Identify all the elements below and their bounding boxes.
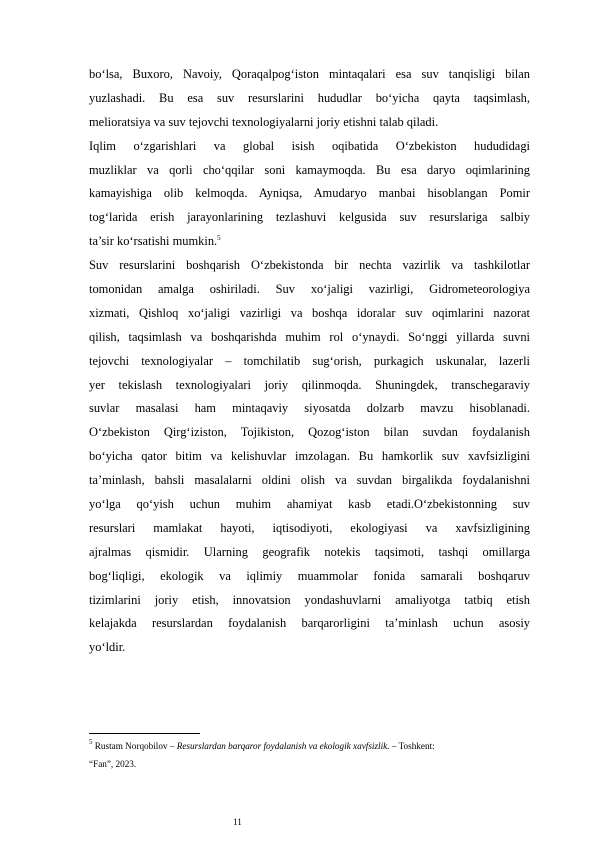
text-line: muzliklar va qorli cho‘qqilar soni kamaymoqda. Bu esa daryo oqimlarining	[89, 162, 530, 177]
text-line: melioratsiya va suv tejovchi texnologiyalarni joriy etishni talab qiladi.	[89, 114, 439, 129]
footnote	[89, 737, 534, 773]
text-line: bog‘liqligi, ekologik va iqlimiy muammolar fonida samarali boshqaruv	[89, 568, 530, 583]
text-line: yer tekislash texnologiyalari joriy qilinmoqda. Shuningdek, transchegaraviy	[89, 377, 530, 392]
footnote-publisher: – Toshkent:	[389, 741, 435, 751]
text-line: Iqlim o‘zgarishlari va global isish oqibatida O‘zbekiston hududidagi	[89, 138, 530, 153]
footnote-divider	[89, 733, 200, 734]
text-line: kelajakda resurslardan foydalanish barqarorligini ta’minlash uchun asosiy	[89, 616, 530, 631]
text-line: yo‘ldir.	[89, 640, 126, 655]
text-line: suvlar masalasi ham mintaqaviy siyosatda dolzarb mavzu hisoblanadi.	[89, 401, 530, 416]
text-line: tog‘larida erish jarayonlarining tezlashuvi kelgusida suv resurslariga salbiy	[89, 210, 530, 225]
text-line: qilish, taqsimlash va boshqarishda muhim rol o‘ynaydi. So‘nggi yillarda suvni	[89, 329, 530, 344]
text-line-with-footnote	[89, 230, 530, 254]
text-line: yuzlashadi. Bu esa suv resurslarini hududlar bo‘yicha qayta taqsimlash,	[89, 90, 530, 105]
footnote-title: Resurslardan barqaror foydalanish va ekologik xavfsizlik.	[176, 741, 390, 751]
text-line: Suv resurslarini boshqarish O‘zbekistonda bir nechta vazirlik va tashkilotlar	[89, 258, 530, 273]
page-number: 11	[233, 817, 242, 827]
text-line: xizmati, Qishloq xo‘jaligi vazirligi va boshqa idoralar suv oqimlarini nazorat	[89, 305, 530, 320]
footnote-author: Rustam Norqobilov –	[94, 741, 177, 751]
text-line: tizimlarini joriy etish, innovatsion yondashuvlarni amaliyotga tatbiq etish	[89, 592, 530, 607]
text-line: bo‘lsa, Buxoro, Navoiy, Qoraqalpog‘iston mintaqalari esa suv tanqisligi bilan	[89, 67, 530, 81]
text-line: O‘zbekiston Qirg‘iziston, Tojikiston, Qozog‘iston bilan suvdan foydalanish	[89, 425, 530, 440]
text-line: yo‘lga qo‘yish uchun muhim ahamiyat kasb etadi.O‘zbekistonning suv	[89, 497, 530, 512]
text-line: ta’sir ko‘rsatishi mumkin.	[89, 234, 218, 249]
text-line: kamayishiga olib kelmoqda. Ayniqsa, Amudaryo manbai hisoblangan Pomir	[89, 186, 530, 201]
footnote-line-1	[89, 737, 534, 755]
body-text	[89, 63, 530, 660]
text-line: tomonidan amalga oshiriladi. Suv xo‘jaligi vazirligi, Gidrometeorologiya	[89, 282, 530, 297]
footnote-number: 5	[89, 738, 93, 746]
text-line: bo‘yicha qator bitim va kelishuvlar imzolagan. Bu hamkorlik suv xavfsizligini	[89, 449, 530, 464]
text-line: ta’minlash, bahsli masalalarni oldini olish va suvdan birgalikda foydalanishni	[89, 473, 530, 488]
text-line: tejovchi texnologiyalar – tomchilatib sug‘orish, purkagich uskunalar, lazerli	[89, 353, 530, 368]
footnote-marker: 5	[217, 234, 221, 243]
text-line: resurslari mamlakat hayoti, iqtisodiyoti, ekologiyasi va xavfsizligining	[89, 520, 530, 535]
footnote-line-2: “Fan”, 2023.	[89, 759, 137, 769]
text-line: ajralmas qismidir. Ularning geografik notekis taqsimoti, tashqi omillarga	[89, 544, 530, 559]
